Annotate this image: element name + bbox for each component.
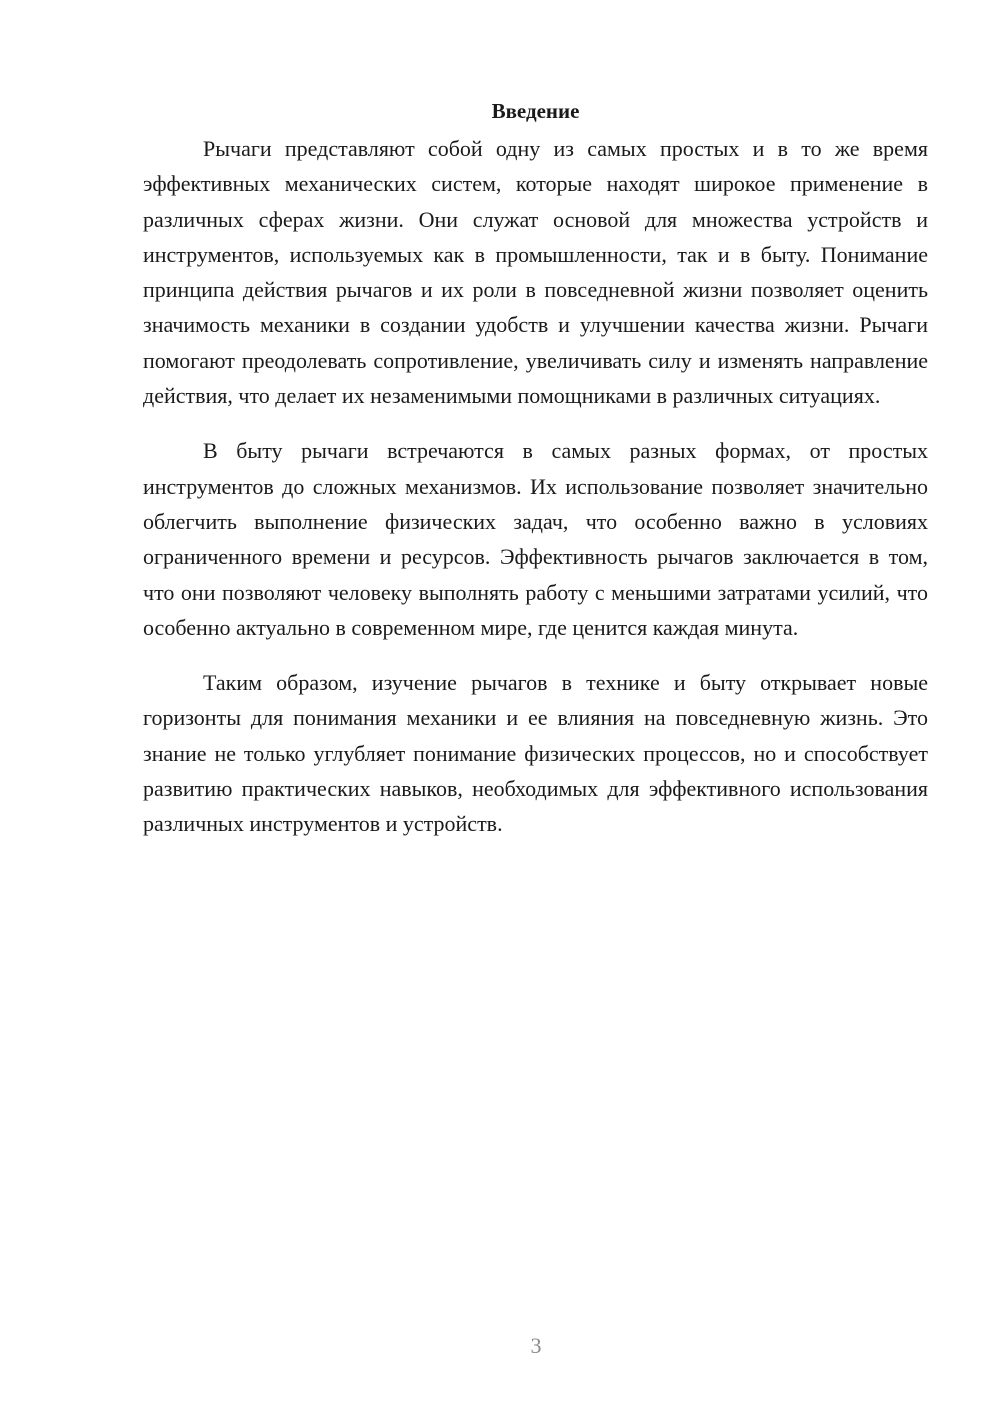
page-number: 3 [530,1333,542,1358]
paragraph-2: В быту рычаги встречаются в самых разных формах, от простых инструментов до сложных механизмов. Их использование позволяет значительно облегчить выполнение физических задач, что особенно важно в условиях ограниченного времени и ресурсов. Эффективность рычагов заключается в том, что они позволяют человеку выполнять работу с меньшими затратами усилий, что особенно актуально в современном мире, где ценится каждая минута. [143,438,928,640]
document-body [143,96,928,842]
paragraph-3: Таким образом, изучение рычагов в технике и быту открывает новые горизонты для понимания механики и ее влияния на повседневную жизнь. Это знание не только углубляет понимание физических процессов, но и способствует развитию практических навыков, необходимых для эффективного использования различных инструментов и устройств. [143,670,928,837]
paragraph-1: Рычаги представляют собой одну из самых простых и в то же время эффективных механических систем, которые находят широкое применение в различных сферах жизни. Они служат основой для множества устройств и инструментов, используемых как в промышленности, так и в быту. Понимание принципа действия рычагов и их роли в повседневной жизни позволяет оценить значимость механики в создании удобств и улучшении качества жизни. Рычаги помогают преодолевать сопротивление, увеличивать силу и изменять направление действия, что делает их незаменимыми помощниками в различных ситуациях. [143,136,928,409]
section-title: Введение [491,99,580,123]
